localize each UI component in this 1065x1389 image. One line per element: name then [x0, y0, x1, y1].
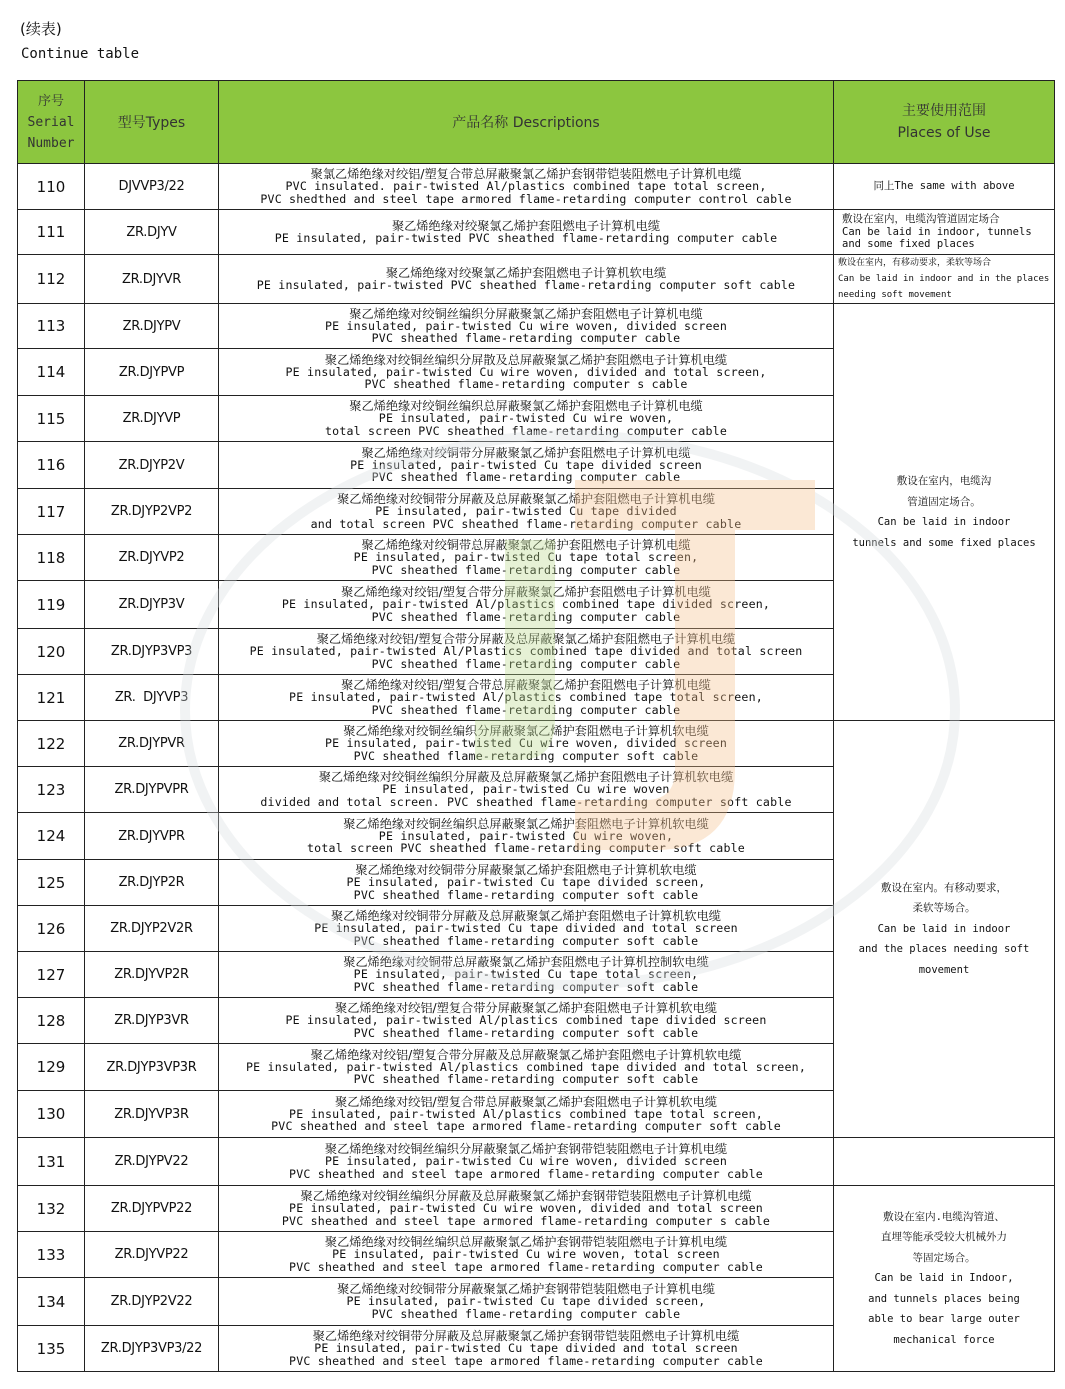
description-en: PE insulated, pair-twisted Cu tape divided screen — [350, 457, 702, 472]
serial-number-cell: 125 — [18, 860, 85, 906]
description-en: PE insulated, pair-twisted Cu tape total screen, — [353, 967, 699, 982]
description-cn: 聚乙烯绝缘对绞铜带分屏蔽聚氯乙烯护套钢带铠装阻燃电子计算机电缆 — [337, 1282, 715, 1297]
description-en: PVC sheathed flame-retarding computer cable — [371, 470, 681, 485]
table-header-row — [18, 81, 1055, 164]
description-en: PE insulated, pair-twisted Cu wire woven, divided screen — [324, 318, 728, 333]
description-cell — [219, 721, 834, 767]
places-of-use-line: Can be laid in indoor — [877, 516, 1011, 528]
places-of-use-cell — [834, 1186, 1055, 1372]
type-cell: ZR.DJYP3VP3R — [85, 1044, 219, 1091]
description-cell — [219, 1044, 834, 1091]
description-cell — [219, 1138, 834, 1186]
type-cell: ZR.DJYVP22 — [85, 1232, 219, 1278]
description-en: PVC sheathed flame-retarding computer cable — [371, 562, 681, 577]
description-cell — [219, 860, 834, 906]
description-en: PE insulated, pair-twisted Cu wire woven, — [378, 828, 674, 843]
description-cn: 聚乙烯绝缘对绞铜带分屏蔽及总屏蔽聚氯乙烯护套阻燃电子计算机电缆 — [337, 492, 715, 507]
places-of-use-line: 同上The same with above — [873, 180, 1015, 193]
description-en: PE insulated, pair-twisted Al/plastics combined tape total screen, — [289, 690, 763, 705]
table-row — [18, 255, 1055, 304]
places-of-use-line: able to bear large outer — [868, 1313, 1020, 1326]
places-of-use-line: and the places needing soft — [858, 943, 1030, 956]
description-en: PE insulated, pair-twisted Cu wire woven, — [378, 411, 674, 426]
description-cell — [219, 304, 834, 349]
serial-number-cell: 113 — [18, 304, 85, 349]
places-of-use-line: 敷设在室内，电缆沟管道固定场合 — [842, 213, 1000, 226]
description-en: PE insulated, pair-twisted PVC sheathed flame-retarding computer soft cable — [256, 278, 796, 292]
description-cn: 聚乙烯绝缘对绞铜带分屏蔽聚氯乙烯护套阻燃电子计算机软电缆 — [355, 863, 697, 878]
header-serial-cn: 序号 — [37, 93, 64, 109]
description-en: and total screen PVC sheathed flame-retarding computer cable — [310, 516, 742, 531]
places-of-use-line: 敷设在室内.电缆沟管道、 — [883, 1210, 1005, 1223]
type-cell: ZR.DJYP2V2R — [85, 906, 219, 952]
places-of-use-line: 管道固定场合。 — [907, 495, 981, 508]
places-of-use-line: mechanical force — [893, 1333, 995, 1346]
serial-number-cell: 120 — [18, 629, 85, 675]
table-row — [18, 304, 1055, 349]
description-en: PE insulated, pair-twisted Cu wire woven, divided and total screen — [289, 1201, 763, 1216]
description-cell — [219, 813, 834, 860]
description-en: PVC sheathed flame-retarding computer soft cable — [353, 979, 699, 994]
description-en: PVC sheathed flame-retarding computer cable — [371, 609, 681, 624]
description-en: PVC sheathed flame-retarding computer cable — [371, 656, 681, 671]
type-cell: ZR.DJYP3VP3/22 — [85, 1326, 219, 1372]
description-en: PVC sheathed flame-retarding computer cable — [371, 1306, 681, 1321]
description-cell — [219, 535, 834, 581]
places-of-use-line: 敷设在室内。有移动要求， — [881, 881, 1007, 894]
places-of-use-line: and tunnels places being — [868, 1292, 1020, 1305]
description-cell — [219, 396, 834, 442]
description-cell — [219, 629, 834, 675]
serial-number-cell: 129 — [18, 1044, 85, 1091]
places-of-use-cell — [834, 304, 1055, 721]
serial-number-cell: 128 — [18, 998, 85, 1044]
description-en: PVC sheathed flame-retarding computer soft cable — [353, 1025, 699, 1040]
description-cell — [219, 210, 834, 255]
places-of-use-cell — [834, 255, 1055, 304]
type-cell: ZR.DJYVP3R — [85, 1091, 219, 1138]
serial-number-cell: 130 — [18, 1091, 85, 1138]
caption-cn: (续表) — [20, 20, 62, 38]
cable-table — [17, 80, 1055, 1372]
description-en: PVC sheathed flame-retarding computer s cable — [364, 377, 688, 392]
description-cn: 聚乙烯绝缘对绞铜带分屏蔽聚氯乙烯护套阻燃电子计算机电缆 — [361, 445, 691, 460]
description-en: PE insulated, pair-twisted Al/plastics combined tape divided screen — [285, 1013, 767, 1028]
serial-number-cell: 115 — [18, 396, 85, 442]
type-cell: ZR.DJYP3V — [85, 581, 219, 629]
description-en: PVC insulated. pair-twisted Al/plastics combined tape total screen, — [285, 179, 767, 194]
serial-number-cell: 114 — [18, 349, 85, 396]
places-of-use-line: Can be laid in indoor, tunnels — [842, 225, 1032, 238]
description-cn: 聚乙烯绝缘对绞铜丝编织分屏散及总屏蔽聚氯乙烯护套阻燃电子计算机电缆 — [324, 352, 728, 367]
description-cell — [219, 581, 834, 629]
description-en: PVC sheathed and steel tape armored flame-retarding computer s cable — [281, 1213, 771, 1228]
description-en: PE insulated, pair-twisted Cu tape divided — [375, 504, 677, 519]
description-en: PVC sheathed flame-retarding computer soft cable — [353, 748, 699, 763]
serial-number-cell: 132 — [18, 1186, 85, 1232]
description-cn: 聚乙烯绝缘对绞铜带总屏蔽聚氯乙烯护套阻燃电子计算机控制软电缆 — [343, 955, 709, 970]
places-of-use-line: Can be laid in Indoor, — [874, 1272, 1014, 1285]
description-en: total screen PVC sheathed flame-retarding computer cable — [324, 423, 728, 438]
type-cell: ZR.DJYP2V22 — [85, 1278, 219, 1326]
serial-number-cell: 124 — [18, 813, 85, 860]
places-of-use-cell — [834, 164, 1055, 210]
description-cn: 聚乙烯绝缘对绞铝/塑复合带总屏蔽聚氯乙烯护套阻燃电子计算机电缆 — [341, 678, 711, 693]
description-cell — [219, 489, 834, 535]
description-cn: 聚乙烯绝缘对绞铜丝编织分屏蔽及总屏蔽聚氯乙烯护套阻燃电子计算机软电缆 — [318, 770, 734, 785]
description-en: PE insulated, pair-twisted Cu wire woven, divided screen — [324, 1154, 728, 1169]
description-en: PE insulated, pair-twisted Cu tape divided screen, — [346, 1294, 706, 1309]
description-cn: 聚氯乙烯绝缘对绞铝/塑复合带总屏蔽聚氯乙烯护套钢带铠装阻燃电子计算机电缆 — [310, 167, 742, 182]
header-places — [834, 81, 1055, 164]
type-cell: ZR.DJYPV — [85, 304, 219, 349]
description-cn: 聚乙烯绝缘对绞铝/塑复合带总屏蔽聚氯乙烯护套阻燃电子计算机软电缆 — [335, 1094, 717, 1109]
description-cell — [219, 906, 834, 952]
description-cell — [219, 164, 834, 210]
description-cell — [219, 1186, 834, 1232]
serial-number-cell: 111 — [18, 210, 85, 255]
description-cn: 聚乙烯绝缘对绞铜丝编织总屏蔽聚氯乙烯护套钢带铠装阻燃电子计算机电缆 — [324, 1235, 728, 1250]
description-cell — [219, 349, 834, 396]
serial-number-cell: 122 — [18, 721, 85, 767]
header-serial — [18, 81, 85, 164]
description-en: PE insulated, pair-twisted Al/plastics combined tape total screen, — [289, 1106, 763, 1121]
type-cell: ZR.DJYPVR — [85, 721, 219, 767]
table-row — [18, 164, 1055, 210]
description-cn: 聚乙烯绝缘对绞铜带总屏蔽聚氯乙烯护套阻燃电子计算机电缆 — [361, 538, 691, 553]
places-of-use-line: 直埋等能承受较大机械外力 — [881, 1231, 1007, 1244]
table-row — [18, 1138, 1055, 1186]
description-en: PE insulated, pair-twisted Cu tape divided screen, — [346, 875, 706, 890]
places-of-use-line: 等固定场合。 — [912, 1251, 976, 1264]
description-en: PVC sheathed and steel tape armored flame-retarding computer cable — [289, 1166, 763, 1181]
description-cell — [219, 767, 834, 813]
serial-number-cell: 121 — [18, 675, 85, 721]
type-cell: ZR.DJYP2VP2 — [85, 489, 219, 535]
description-en: PE insulated, pair-twisted Al/plastics combined tape divided and total screen, — [245, 1059, 807, 1074]
description-en: PVC sheathed and steel tape armored flame-retarding computer cable — [289, 1353, 763, 1368]
description-cell — [219, 442, 834, 489]
description-en: total screen PVC sheathed flame-retarding computer soft cable — [307, 841, 745, 856]
type-cell: ZR.DJYVP2 — [85, 535, 219, 581]
description-cn: 聚乙烯绝缘对绞铜丝编织总屏蔽聚氯乙烯护套阻燃电子计算机软电缆 — [343, 816, 709, 831]
header-places-en: Places of Use — [897, 125, 991, 141]
description-cn: 聚乙烯绝缘对绞铜丝编织分屏蔽聚氯乙烯护套阻燃电子计算机软电缆 — [343, 724, 709, 739]
serial-number-cell: 118 — [18, 535, 85, 581]
type-cell: ZR.DJYP2R — [85, 860, 219, 906]
places-of-use-line: needing soft movement — [838, 290, 952, 300]
serial-number-cell: 135 — [18, 1326, 85, 1372]
description-en: PE insulated, pair-twisted Cu wire woven, divided screen — [324, 736, 728, 751]
description-cn: 聚乙烯绝缘对绞铜丝编织总屏蔽聚氯乙烯护套阻燃电子计算机电缆 — [349, 399, 703, 414]
description-cell — [219, 998, 834, 1044]
type-cell: DJVVP3/22 — [85, 164, 219, 210]
type-cell: ZR.DJYPVP22 — [85, 1186, 219, 1232]
caption-en: Continue table — [21, 46, 140, 62]
description-cell — [219, 1326, 834, 1372]
type-cell: ZR.DJYPV22 — [85, 1138, 219, 1186]
description-cn: 聚乙烯绝缘对绞聚氯乙烯护套阻燃电子计算机软电缆 — [385, 265, 667, 280]
places-of-use-line: 敷设在室内，有移动要求，柔软等场合 — [838, 258, 992, 268]
places-of-use-line: and some fixed places — [842, 238, 975, 251]
description-cn: 聚乙烯绝缘对绞铝/塑复合带分屏蔽及总屏蔽聚氯乙烯护套阻燃电子计算机电缆 — [316, 632, 736, 647]
type-cell: ZR.DJYVP — [85, 396, 219, 442]
description-cn: 聚乙烯绝缘对绞铜丝编织分屏蔽聚氯乙烯护套钢带铠装阻燃电子计算机电缆 — [324, 1142, 728, 1157]
type-cell: ZR.DJYV — [85, 210, 219, 255]
header-serial-en1: Serial — [27, 114, 75, 130]
table-row — [18, 210, 1055, 255]
type-cell: ZR.DJYP2V — [85, 442, 219, 489]
description-en: PVC sheathed flame-retarding computer cable — [371, 331, 681, 346]
header-places-cn: 主要使用范围 — [902, 103, 986, 119]
type-cell: ZR.DJYVP2R — [85, 952, 219, 998]
description-en: PE insulated, pair-twisted Al/Plastics combined tape divided and total screen — [249, 644, 803, 659]
places-of-use-cell — [834, 210, 1055, 255]
description-en: divided and total screen. PVC sheathed flame-retarding computer soft cable — [260, 794, 792, 809]
serial-number-cell: 131 — [18, 1138, 85, 1186]
description-cell — [219, 255, 834, 304]
description-en: PE insulated, pair-twisted Cu wire woven — [382, 782, 670, 797]
header-types: 型号Types — [85, 81, 219, 164]
description-cn: 聚乙烯绝缘对绞铜丝编织分屏蔽聚氯乙烯护套阻燃电子计算机电缆 — [349, 306, 703, 321]
serial-number-cell: 127 — [18, 952, 85, 998]
description-en: PE insulated, pair-twisted PVC sheathed flame-retarding computer cable — [274, 231, 778, 245]
description-cell — [219, 1091, 834, 1138]
serial-number-cell: 126 — [18, 906, 85, 952]
header-descriptions: 产品名称 Descriptions — [219, 81, 834, 164]
description-cell — [219, 675, 834, 721]
type-cell: ZR.DJYPVP — [85, 349, 219, 396]
description-cn: 聚乙烯绝缘对绞铜带分屏蔽及总屏蔽聚氯乙烯护套钢带铠装阻燃电子计算机电缆 — [312, 1329, 740, 1344]
description-en: PVC shedthed and steel tape armored flame-retarding computer control cable — [260, 191, 792, 206]
description-en: PVC sheathed flame-retarding computer soft cable — [353, 887, 699, 902]
serial-number-cell: 123 — [18, 767, 85, 813]
description-en: PVC sheathed and steel tape armored flame-retarding computer soft cable — [271, 1119, 781, 1134]
type-cell: ZR.DJYP3VR — [85, 998, 219, 1044]
serial-number-cell: 133 — [18, 1232, 85, 1278]
description-en: PE insulated, pair-twisted Cu tape total screen, — [353, 550, 699, 565]
description-en: PVC sheathed and steel tape armored flame-retarding computer cable — [289, 1259, 763, 1274]
description-en: PE insulated, pair-twisted Cu wire woven, divided and total screen, — [285, 364, 767, 379]
description-cn: 聚乙烯绝缘对绞铝/塑复合带分屏蔽聚氯乙烯护套阻燃电子计算机电缆 — [341, 585, 711, 600]
description-cn: 聚乙烯绝缘对绞铝/塑复合带分屏蔽聚氯乙烯护套阻燃电子计算机软电缆 — [335, 1001, 717, 1016]
serial-number-cell: 116 — [18, 442, 85, 489]
type-cell: ZR.DJYP3VP3 — [85, 629, 219, 675]
header-serial-en2: Number — [27, 135, 75, 151]
places-of-use-line: Can be laid in indoor and in the places — [838, 274, 1050, 284]
places-of-use-line: 柔软等场合。 — [912, 902, 976, 915]
description-en: PVC sheathed flame-retarding computer soft cable — [353, 1072, 699, 1087]
places-of-use-cell — [834, 721, 1055, 1138]
description-cn: 聚乙烯绝缘对绞聚氯乙烯护套阻燃电子计算机电缆 — [391, 218, 661, 233]
serial-number-cell: 134 — [18, 1278, 85, 1326]
description-cell — [219, 1232, 834, 1278]
description-cell — [219, 952, 834, 998]
serial-number-cell: 117 — [18, 489, 85, 535]
description-cn: 聚乙烯绝缘对绞铜丝编织分屏蔽及总屏蔽聚氯乙烯护套钢带铠装阻燃电子计算机电缆 — [300, 1189, 752, 1204]
table-row — [18, 721, 1055, 767]
description-en: PVC sheathed flame-retarding computer cable — [371, 702, 681, 717]
places-of-use-line: 敷设在室内，电缆沟 — [896, 475, 992, 487]
description-en: PE insulated, pair-twisted Al/plastics combined tape divided screen, — [281, 597, 771, 612]
serial-number-cell: 112 — [18, 255, 85, 304]
serial-number-cell: 119 — [18, 581, 85, 629]
serial-number-cell: 110 — [18, 164, 85, 210]
description-cn: 聚乙烯绝缘对绞铝/塑复合带分屏蔽及总屏蔽聚氯乙烯护套阻燃电子计算机软电缆 — [310, 1047, 742, 1062]
type-cell: ZR. DJYVP3 — [85, 675, 219, 721]
description-cn: 聚乙烯绝缘对绞铜带分屏蔽及总屏蔽聚氯乙烯护套阻燃电子计算机软电缆 — [331, 909, 721, 924]
places-of-use-line: tunnels and some fixed places — [852, 536, 1036, 549]
description-en: PE insulated, pair-twisted Cu wire woven, total screen — [332, 1247, 720, 1262]
description-en: PE insulated, pair-twisted Cu tape divided and total screen — [314, 921, 738, 936]
type-cell: ZR.DJYPVPR — [85, 767, 219, 813]
table-row — [18, 1186, 1055, 1232]
description-en: PE insulated, pair-twisted Cu tape divided and total screen — [314, 1341, 738, 1356]
description-en: PVC sheathed flame-retarding computer soft cable — [353, 933, 699, 948]
places-of-use-line: Can be laid in indoor — [877, 922, 1011, 935]
places-of-use-line: movement — [918, 963, 970, 976]
type-cell: ZR.DJYVR — [85, 255, 219, 304]
description-cell — [219, 1278, 834, 1326]
places-of-use-cell — [834, 1138, 1055, 1186]
type-cell: ZR.DJYVPR — [85, 813, 219, 860]
